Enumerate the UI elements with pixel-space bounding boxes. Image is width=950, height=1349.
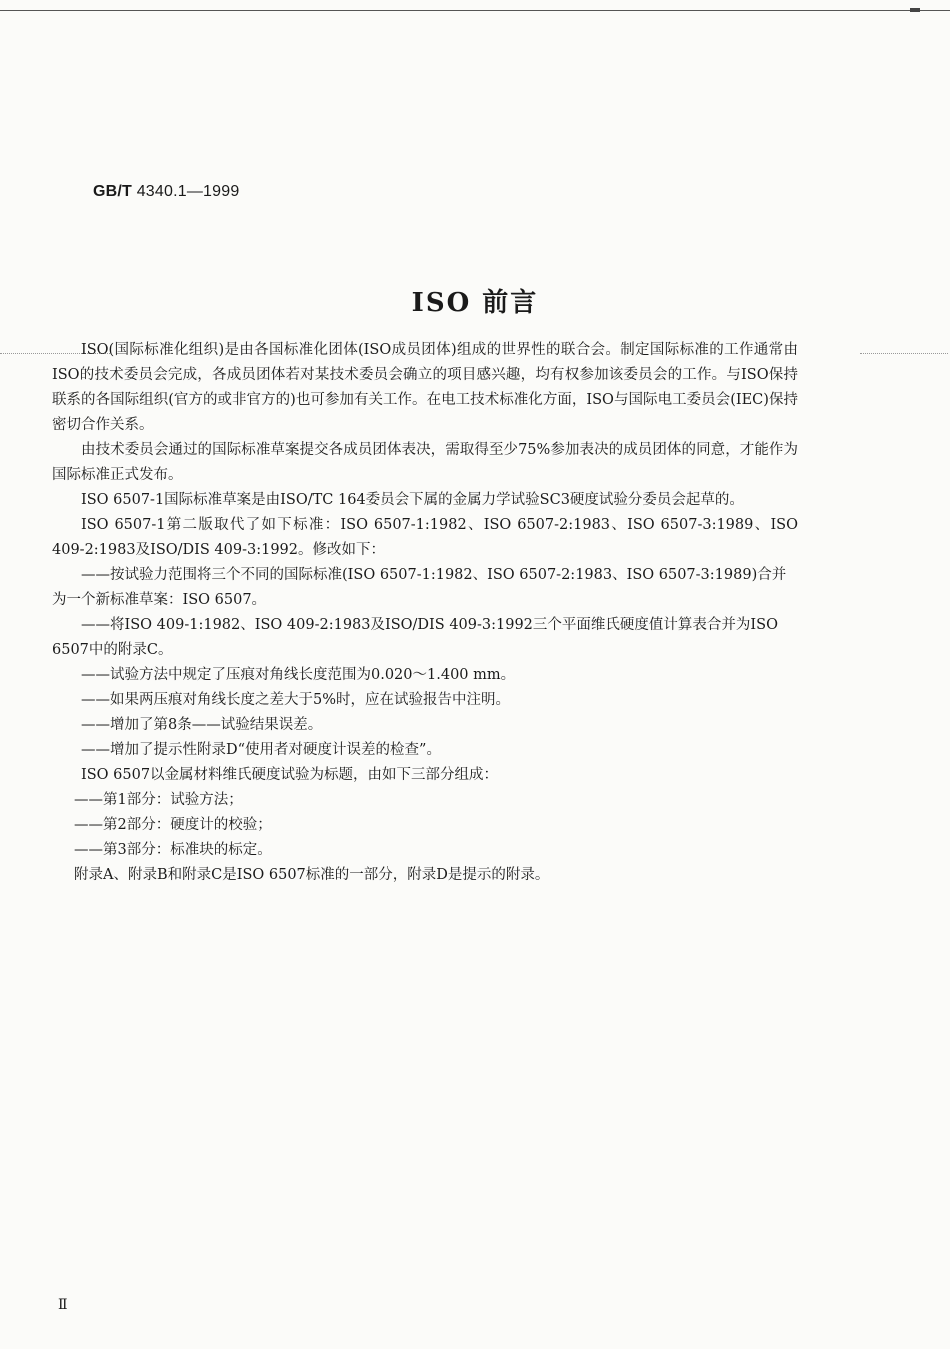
standard-prefix: GB/T bbox=[93, 183, 133, 200]
change-item: ——增加了第8条——试验结果误差。 bbox=[81, 717, 323, 733]
paragraph-annexes: 附录A、附录B和附录C是ISO 6507标准的一部分，附录D是提示的附录。 bbox=[74, 867, 550, 883]
scan-edge-mark bbox=[910, 8, 920, 12]
change-item: ——按试验力范围将三个不同的国际标准(ISO 6507-1:1982、ISO 6507-2:1983、ISO 6507-3:1989)合并为一个新标准草案：ISO 6507。 bbox=[52, 567, 787, 608]
page-title: ISO 前言 bbox=[411, 288, 539, 318]
standard-number: 4340.1—1999 bbox=[136, 183, 240, 200]
part-item: ——第1部分：试验方法； bbox=[74, 792, 243, 808]
change-item: ——试验方法中规定了压痕对角线长度范围为0.020～1.400 mm。 bbox=[81, 667, 516, 683]
standard-code bbox=[93, 183, 239, 201]
change-item: ——增加了提示性附录D“使用者对硬度计误差的检查”。 bbox=[81, 742, 441, 758]
paragraph-replacement: ISO 6507-1第二版取代了如下标准：ISO 6507-1:1982、ISO 6507-2:1983、ISO 6507-3:1989、ISO 409-2:1983及ISO/DIS 409-3:1992。修改如下： bbox=[52, 517, 798, 558]
part-item: ——第3部分：标准块的标定。 bbox=[74, 842, 272, 858]
page-number: Ⅱ bbox=[58, 1297, 68, 1313]
scan-dotted-line-right bbox=[860, 353, 948, 354]
scan-edge-line bbox=[0, 10, 950, 11]
change-item: ——将ISO 409-1:1982、ISO 409-2:1983及ISO/DIS 409-3:1992三个平面维氏硬度值计算表合并为ISO 6507中的附录C。 bbox=[52, 617, 778, 658]
paragraph-voting: 由技术委员会通过的国际标准草案提交各成员团体表决，需取得至少75%参加表决的成员团体的同意，才能作为国际标准正式发布。 bbox=[52, 442, 798, 483]
paragraph-drafting: ISO 6507-1国际标准草案是由ISO/TC 164委员会下属的金属力学试验SC3硬度试验分委员会起草的。 bbox=[81, 492, 744, 508]
part-item: ——第2部分：硬度计的校验； bbox=[74, 817, 272, 833]
paragraph-iso-intro: ISO(国际标准化组织)是由各国标准化团体(ISO成员团体)组成的世界性的联合会。制定国际标准的工作通常由ISO的技术委员会完成，各成员团体若对某技术委员会确立的项目感兴趣，均有权参加该委员会的工作。与ISO保持联系的各国际组织(官方的或非官方的)也可参加有关工作。在电工技术标准化方面，ISO与国际电工委员会(IEC)保持密切合作关系。 bbox=[52, 342, 798, 433]
paragraph-parts-intro: ISO 6507以金属材料维氏硬度试验为标题，由如下三部分组成： bbox=[81, 767, 499, 783]
change-item: ——如果两压痕对角线长度之差大于5%时，应在试验报告中注明。 bbox=[81, 692, 511, 708]
foreword-body bbox=[52, 338, 798, 888]
